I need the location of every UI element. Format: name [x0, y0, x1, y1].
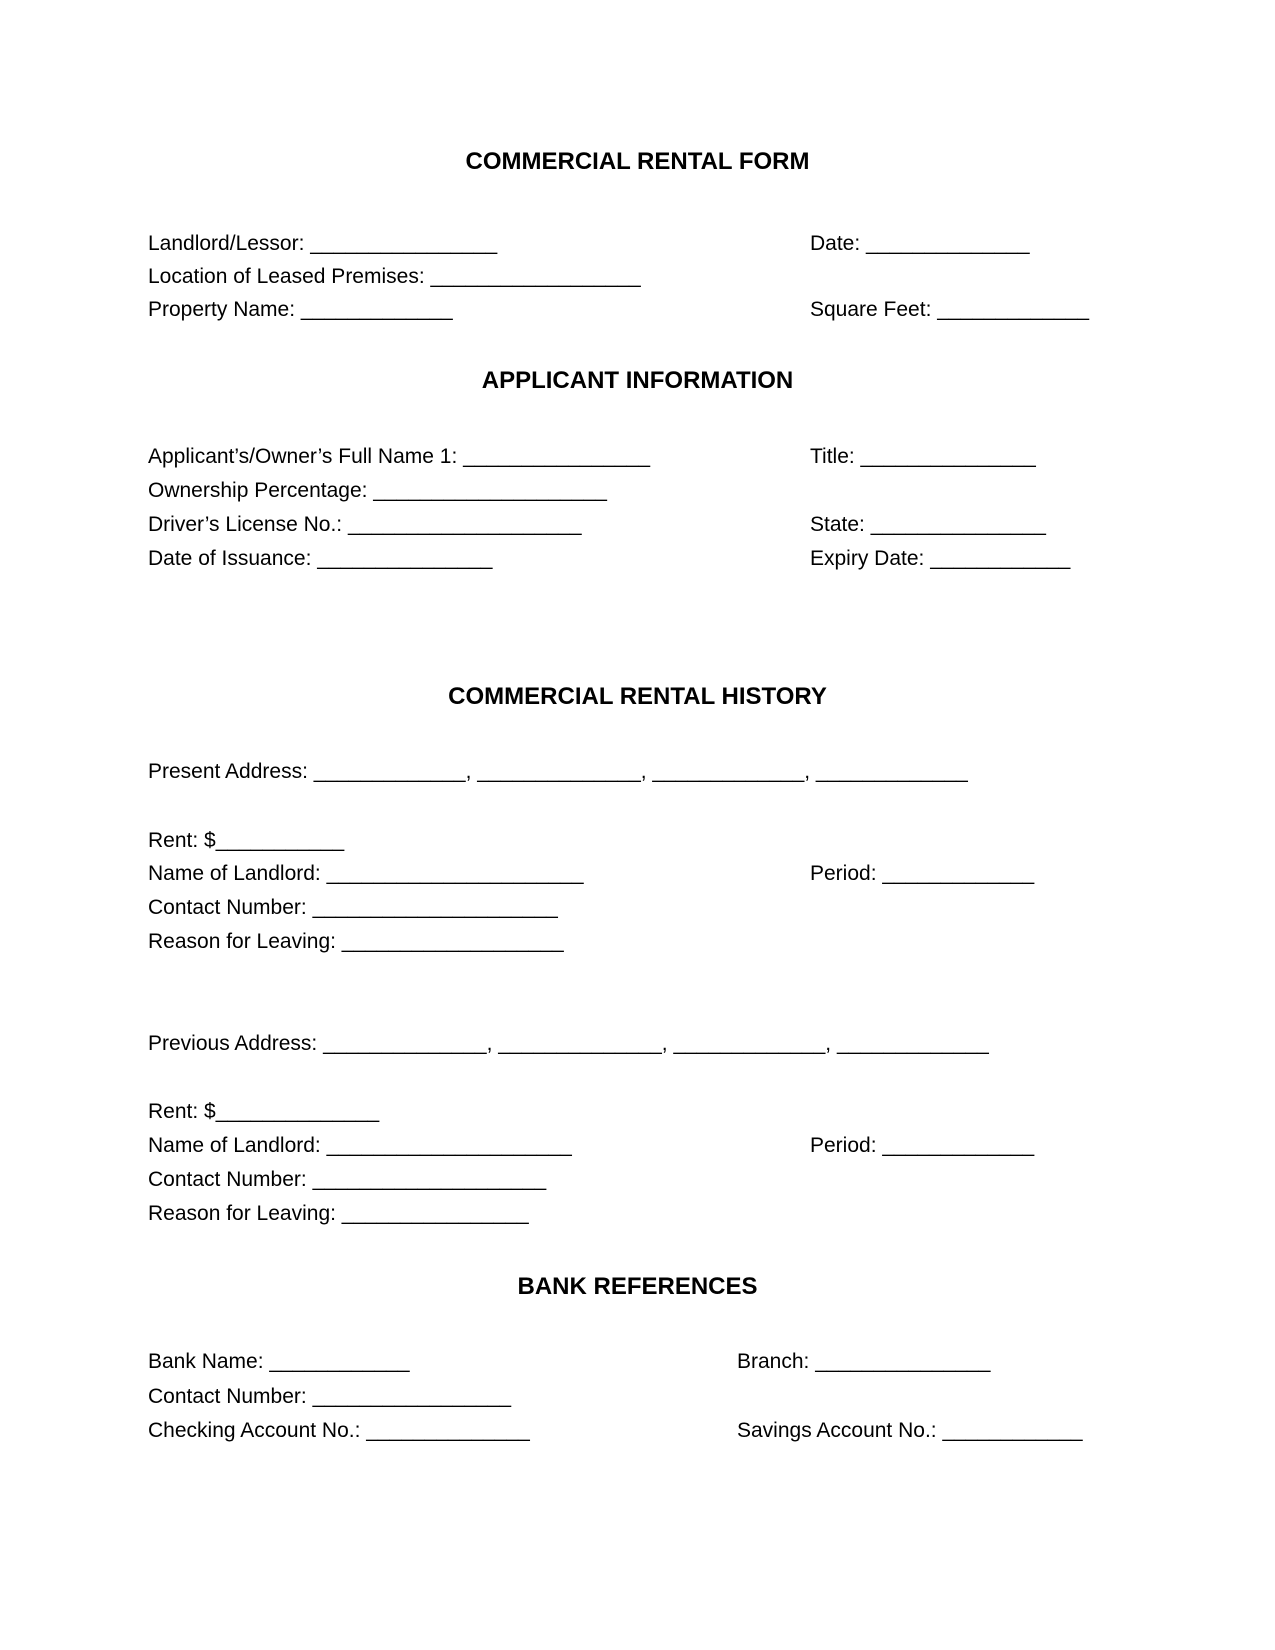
- property-name-field[interactable]: Property Name: _____________: [148, 298, 453, 321]
- square-feet-field[interactable]: Square Feet: _____________: [810, 298, 1090, 321]
- previous-rent-field[interactable]: Rent: $______________: [148, 1100, 380, 1123]
- previous-reason-for-leaving-field[interactable]: Reason for Leaving: ________________: [148, 1202, 529, 1225]
- bank-branch-field[interactable]: Branch: _______________: [737, 1350, 991, 1373]
- bank-name-field[interactable]: Bank Name: ____________: [148, 1350, 410, 1373]
- location-field[interactable]: Location of Leased Premises: __________________: [148, 265, 641, 288]
- present-period-field[interactable]: Period: _____________: [810, 862, 1035, 885]
- savings-account-field[interactable]: Savings Account No.: ____________: [737, 1419, 1083, 1442]
- expiry-date-field[interactable]: Expiry Date: ____________: [810, 547, 1071, 570]
- present-contact-number-field[interactable]: Contact Number: _____________________: [148, 896, 558, 919]
- rental-history-heading: COMMERCIAL RENTAL HISTORY: [448, 683, 827, 710]
- previous-landlord-name-field[interactable]: Name of Landlord: _____________________: [148, 1134, 572, 1157]
- bank-contact-number-field[interactable]: Contact Number: _________________: [148, 1385, 512, 1408]
- date-field[interactable]: Date: ______________: [810, 232, 1030, 255]
- bank-references-heading: BANK REFERENCES: [517, 1273, 758, 1300]
- present-landlord-name-field[interactable]: Name of Landlord: ______________________: [148, 862, 584, 885]
- drivers-license-field[interactable]: Driver’s License No.: ____________________: [148, 513, 582, 536]
- previous-contact-number-field[interactable]: Contact Number: ____________________: [148, 1168, 547, 1191]
- state-field[interactable]: State: _______________: [810, 513, 1046, 536]
- previous-period-field[interactable]: Period: _____________: [810, 1134, 1035, 1157]
- previous-address-field[interactable]: Previous Address: ______________, ______________, _____________, _____________: [148, 1032, 989, 1055]
- date-of-issuance-field[interactable]: Date of Issuance: _______________: [148, 547, 493, 570]
- present-reason-for-leaving-field[interactable]: Reason for Leaving: ___________________: [148, 930, 564, 953]
- applicant-title-field[interactable]: Title: _______________: [810, 445, 1036, 468]
- present-address-field[interactable]: Present Address: _____________, ______________, _____________, _____________: [148, 760, 968, 783]
- present-rent-field[interactable]: Rent: $___________: [148, 829, 345, 852]
- checking-account-field[interactable]: Checking Account No.: ______________: [148, 1419, 530, 1442]
- ownership-percentage-field[interactable]: Ownership Percentage: ____________________: [148, 479, 607, 502]
- form-title: COMMERCIAL RENTAL FORM: [465, 148, 810, 175]
- applicant-full-name-field[interactable]: Applicant’s/Owner’s Full Name 1: ________________: [148, 445, 651, 468]
- landlord-lessor-field[interactable]: Landlord/Lessor: ________________: [148, 232, 498, 255]
- applicant-information-heading: APPLICANT INFORMATION: [481, 367, 794, 394]
